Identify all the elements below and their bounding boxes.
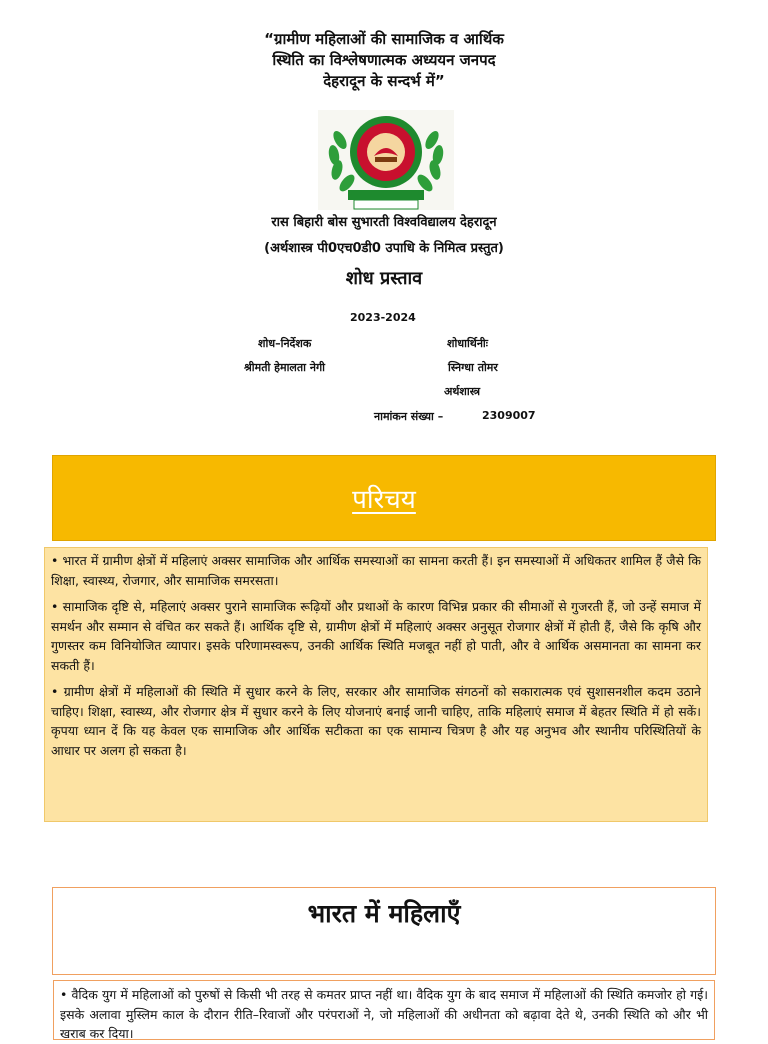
- intro-heading: परिचय: [352, 485, 416, 515]
- title-line-3: देहरादून के सन्दर्भ में”: [323, 72, 445, 90]
- university-logo: [318, 110, 454, 210]
- enrollment-label: नामांकन संख्या –: [374, 410, 444, 423]
- intro-paragraph: • सामाजिक दृष्टि से, महिलाएं अक्सर पुराने सामाजिक रूढ़ियों और प्रथाओं के कारण विभिन्न प्रकार की सीमाओं से गुजरती हैं, जो उन्हें समाज में समर्थन और सम्मान से वंचित कर सकते हैं। आर्थिक दृष्टि से, ग्रामीण क्षेत्रों में महिलाएं अक्सर अनुसूत रोजगार क्षेत्रों में होती हैं, जैसे कि कृषि और गुणस्तर कम विनियोजित व्यापार। इसके परिणामस्वरूप, उनकी आर्थिक स्थिति मजबूत नहीं हो पाती, और वे आर्थिक असमानता का सामना कर सकती हैं।: [51, 599, 701, 673]
- trust-emblem-icon: [318, 110, 454, 210]
- guide-name: श्रीमती हेमालता नेगी: [244, 361, 325, 374]
- scholar-name: स्निग्धा तोमर: [448, 361, 498, 374]
- scholar-label: शोधार्थिनीः: [447, 337, 488, 350]
- intro-heading-box: [52, 455, 716, 541]
- scholar-subject: अर्थशास्त्र: [444, 385, 481, 398]
- enrollment-number: 2309007: [482, 409, 536, 422]
- title-line-2: स्थिति का विश्लेषणात्मक अध्ययन जनपद: [272, 51, 496, 69]
- women-heading: भारत में महिलाएँ: [307, 899, 461, 928]
- academic-year: 2023-2024: [350, 311, 416, 324]
- university-name: रास बिहारी बोस सुभारती विश्वविद्यालय देहरादून: [271, 215, 497, 230]
- document-type: शोध प्रस्ताव: [345, 268, 423, 289]
- intro-paragraph: • ग्रामीण क्षेत्रों में महिलाओं की स्थिति में सुधार करने के लिए, सरकार और सामाजिक संगठनों को सकारात्मक एवं सुशासनशील कदम उठाने चाहिए। शिक्षा, स्वास्थ्य, और रोजगार क्षेत्र में सुधार करने के लिए योजनाएं बनाई जानी चाहिए, ताकि महिलाएं समाज में बेहतर स्थिति में हो सकें। कृपया ध्यान दें कि यह केवल एक सामाजिक और आर्थिक सटीकता का एक सामान्य चित्रण है और यह अनुभव और स्थानीय परिस्थितियों के आधार पर अलग हो सकता है।: [51, 684, 701, 758]
- women-heading-box: [52, 887, 716, 975]
- intro-paragraph: • भारत में ग्रामीण क्षेत्रों में महिलाएं अक्सर सामाजिक और आर्थिक समस्याओं का सामना करती हैं। इन समस्याओं में अधिकतर शामिल हैं जैसे कि शिक्षा, स्वास्थ्य, रोजगार, और सामाजिक समरसता।: [51, 553, 701, 588]
- women-text-box: [53, 980, 715, 1040]
- women-paragraph: • वैदिक युग में महिलाओं को पुरुषों से किसी भी तरह से कमतर प्राप्त नहीं था। वैदिक युग के बाद समाज में महिलाओं की स्थिति कमजोर हो गई। इसके अलावा मुस्लिम काल के दौरान रीति–रिवाजों और परंपराओं ने, जो महिलाओं की अधीनता को बढ़ावा देते थे, उनकी स्थिति को और भी खराब कर दिया।: [60, 987, 708, 1041]
- title-line-1: “ग्रामीण महिलाओं की सामाजिक व आर्थिक: [264, 30, 504, 48]
- intro-text-box: [44, 547, 708, 822]
- degree-note: (अर्थशास्त्र पी0एच0डी0 उपाधि के निमित्व प्रस्तुत): [264, 241, 504, 256]
- guide-label: शोध–निर्देशक: [258, 337, 312, 350]
